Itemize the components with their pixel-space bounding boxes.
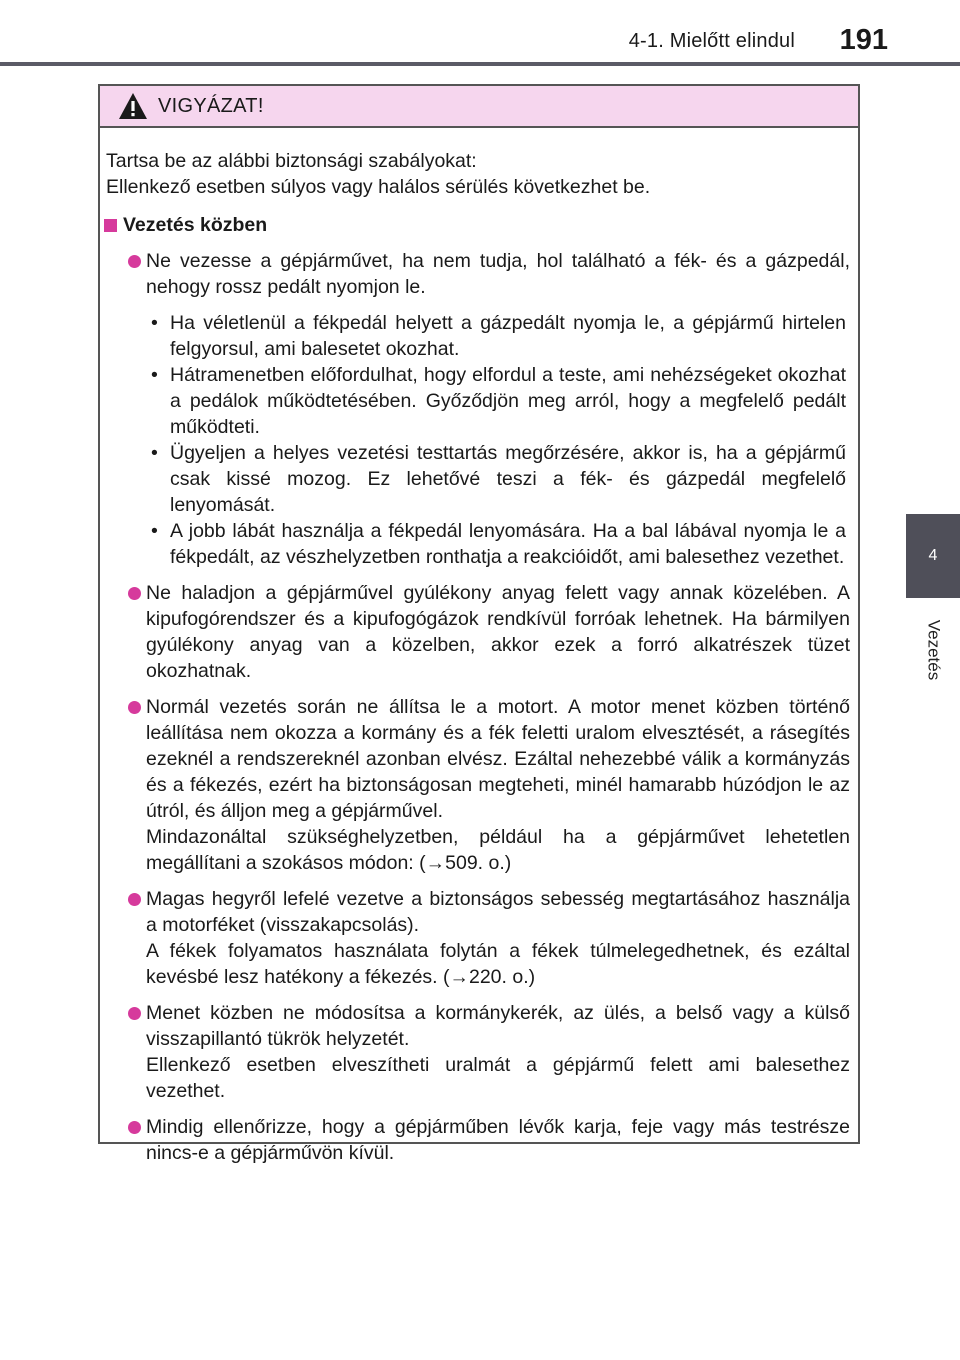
sub-list-item: • Ügyeljen a helyes vezetési testtartás megőrzésére, akkor is, ha a gépjármű csak kissé mozog. Ez lehetővé teszi a fék- és gázpedál megfelelő lenyomását.	[146, 440, 846, 518]
bullet-item	[106, 248, 850, 570]
bullet-item	[106, 1000, 850, 1104]
sub-list	[146, 310, 850, 570]
bullet-paragraph: Magas hegyről lefelé vezetve a biztonságos sebesség megtartásához használja a motorféket (visszakapcsolás).	[146, 888, 850, 936]
section-heading-text: Vezetés közben	[123, 214, 268, 236]
warning-box	[98, 84, 860, 1164]
sub-list-item: • Hátramenetben előfordulhat, hogy elfordul a teste, ami nehézségeket okozhat a pedálok működtetésében. Győződjön meg arról, hogy a megfelelő pedált működteti.	[146, 362, 846, 440]
round-bullet-icon	[128, 893, 141, 906]
bullet-paragraph: Mindazonáltal szükséghelyzetben, például ha a gépjárművet lehetetlen megállítani a szokásos módon: (→509. o.)	[146, 826, 850, 874]
round-bullet-icon	[128, 1121, 141, 1134]
round-bullet-icon	[128, 255, 141, 268]
bullet-paragraph: Ellenkező esetben elveszítheti uralmát a gépjármű felett ami balesethez vezethet.	[146, 1054, 850, 1102]
section-title: 4-1. Mielőtt elindul	[628, 30, 795, 52]
bullet-paragraph: Ne vezesse a gépjárművet, ha nem tudja, hol található a fék- és a gázpedál, nehogy rossz pedált nyomjon le.	[146, 250, 850, 298]
bullet-item	[106, 580, 850, 684]
bullet-item	[106, 1114, 850, 1166]
bullet-paragraph: Ne haladjon a gépjárművel gyúlékony anyag felett vagy annak közelében. A kipufogórendszer és a kipufogógázok rendkívül forróak lehetnek. Ha bármilyen gyúlékony anyag van a közelben, akkor ezek a forró alkatrészek tüzet okozhatnak.	[146, 582, 850, 682]
header-divider	[0, 62, 960, 66]
warning-intro	[106, 148, 850, 200]
round-bullet-icon	[128, 587, 141, 600]
warning-title: VIGYÁZAT!	[158, 94, 264, 117]
bullet-paragraph: Normál vezetés során ne állítsa le a motort. A motor menet közben történő leállítása nem okozza a kormány és a fék feletti uralom elvesztését, a rásegítés ezeknél a rendszereknél azonban elvész. Ezáltal nehezebbé válik a kormányzás és a fékezés, ezért ha biztonságosan megteheti, minél hamarabb húzódjon le az útról, és álljon meg a gépjárművel.	[146, 696, 850, 822]
bullet-paragraph: Menet közben ne módosítsa a kormánykerék, az ülés, a belső vagy a külső visszapillantó tükrök helyzetét.	[146, 1002, 850, 1050]
sub-list-item: • Ha véletlenül a fékpedál helyett a gázpedált nyomja le, a gépjármű hirtelen felgyorsul, ami balesetet okozhat.	[146, 310, 846, 362]
bullet-paragraph: A fékek folyamatos használata folytán a fékek túlmelegedhetnek, és ezáltal kevésbé lesz hatékony a fékezés. (→220. o.)	[146, 940, 850, 988]
chapter-number: 4	[928, 547, 938, 564]
chapter-label	[906, 604, 960, 696]
section-heading	[106, 212, 850, 238]
warning-header	[100, 86, 858, 128]
bullet-paragraph: Mindig ellenőrizze, hogy a gépjárműben lévők karja, feje vagy más testrésze nincs-e a gépjárművön kívül.	[146, 1116, 850, 1164]
sub-list-item: • A jobb lábát használja a fékpedál lenyomására. Ha a bal lábával nyomja le a fékpedált, az vészhelyzetben ronthatja a reakcióidőt, ami balesethez vezethet.	[146, 518, 846, 570]
warning-body	[100, 128, 858, 1166]
chapter-tab[interactable]	[906, 514, 960, 598]
warning-triangle-icon	[118, 92, 148, 120]
intro-line: Ellenkező esetben súlyos vagy halálos sérülés következhet be.	[106, 176, 651, 198]
bullet-item	[106, 886, 850, 990]
round-bullet-icon	[128, 701, 141, 714]
round-bullet-icon	[128, 1007, 141, 1020]
chapter-label-text: Vezetés	[924, 619, 943, 681]
bullet-list	[106, 248, 850, 1166]
intro-line: Tartsa be az alábbi biztonsági szabályokat:	[106, 150, 477, 172]
page-number: 191	[839, 24, 888, 56]
square-bullet-icon	[104, 219, 117, 232]
bullet-item	[106, 694, 850, 876]
